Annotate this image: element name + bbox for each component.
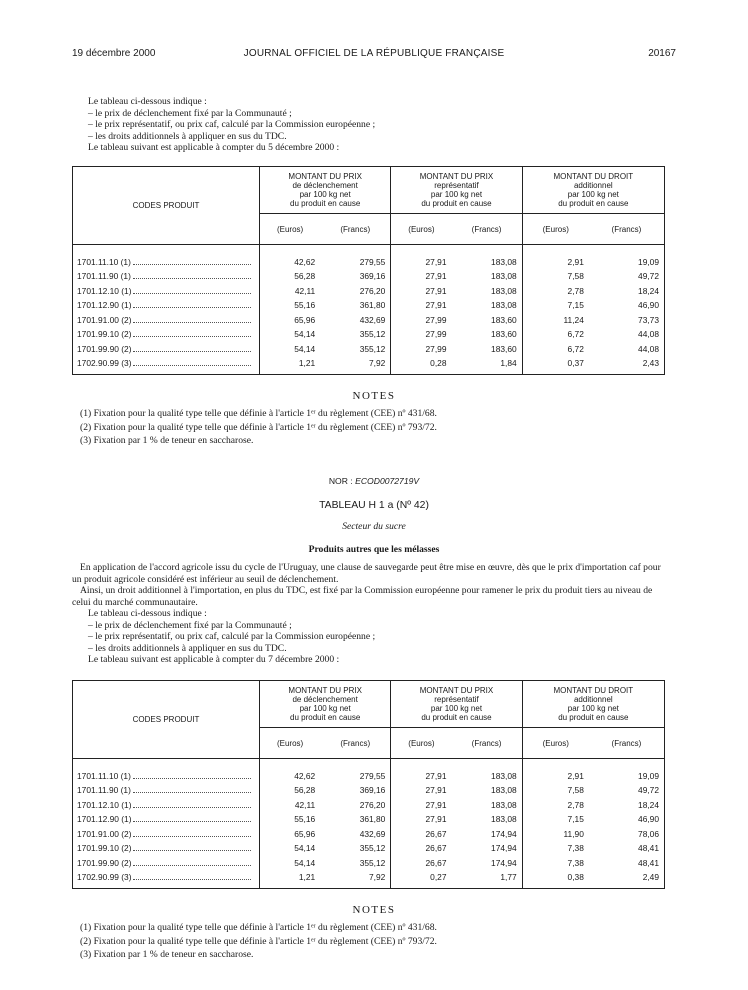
value-cell: 183,60 bbox=[451, 313, 522, 328]
value-cell: 183,08 bbox=[451, 784, 522, 799]
notes-block-1 bbox=[80, 408, 680, 447]
dot-leader bbox=[133, 258, 251, 265]
intro-line: – le prix de déclenchement fixé par la Communauté ; bbox=[88, 619, 292, 631]
intro-line: – le prix de déclenchement fixé par la Communauté ; bbox=[88, 107, 292, 119]
note-line: (1) Fixation pour la qualité type telle que définie à l'article 1ᵉʳ du règlement (CEE) nº 431/68. bbox=[80, 922, 437, 933]
group-header-line: MONTANT DU PRIX bbox=[419, 172, 494, 181]
nor-label: NOR : bbox=[328, 476, 353, 486]
table-row bbox=[73, 270, 665, 285]
unit-header: (Euros) bbox=[522, 214, 589, 245]
value-cell: 18,24 bbox=[638, 285, 659, 296]
dot-leader bbox=[133, 844, 251, 851]
value-cell: 2,43 bbox=[642, 358, 659, 369]
value-cell: 174,94 bbox=[451, 827, 522, 842]
group-header-line: MONTANT DU DROIT bbox=[553, 172, 634, 181]
product-code bbox=[73, 856, 260, 871]
value-cell: 55,16 bbox=[294, 300, 316, 311]
product-code bbox=[73, 798, 260, 813]
value-cell: 279,55 bbox=[320, 759, 391, 784]
value-cell: 1,21 bbox=[298, 872, 316, 883]
codes-header: CODES PRODUIT bbox=[73, 167, 260, 245]
value-cell: 174,94 bbox=[451, 842, 522, 857]
product-code-label: 1701.12.90 (1) bbox=[77, 300, 132, 311]
group-header-representatif bbox=[391, 167, 522, 214]
value-cell: 65,96 bbox=[294, 828, 316, 839]
product-code bbox=[73, 245, 260, 270]
group-header-line: par 100 kg net bbox=[567, 704, 619, 713]
page-number: 20167 bbox=[648, 48, 676, 59]
note-line: (3) Fixation par 1 % de teneur en saccharose. bbox=[80, 435, 254, 447]
product-code-label: 1701.91.00 (2) bbox=[77, 828, 132, 839]
group-header-line: du produit en cause bbox=[421, 713, 492, 722]
value-cell: 49,72 bbox=[638, 271, 659, 282]
value-cell: 27,91 bbox=[425, 271, 447, 282]
dot-leader bbox=[133, 801, 251, 808]
table-row bbox=[73, 357, 665, 375]
product-code-label: 1701.99.10 (2) bbox=[77, 843, 132, 854]
value-cell: 27,91 bbox=[425, 814, 447, 825]
value-cell: 27,91 bbox=[425, 785, 447, 796]
value-cell: 355,12 bbox=[320, 856, 391, 871]
product-code bbox=[73, 328, 260, 343]
group-header-droit bbox=[522, 167, 664, 214]
value-cell: 11,24 bbox=[563, 314, 584, 325]
intro-line: – les droits additionnels à appliquer en sus du TDC. bbox=[88, 642, 287, 654]
value-cell: 54,14 bbox=[294, 857, 316, 868]
dot-leader bbox=[133, 316, 251, 323]
value-cell: 276,20 bbox=[320, 798, 391, 813]
value-cell: 174,94 bbox=[451, 856, 522, 871]
dot-leader bbox=[133, 772, 251, 779]
value-cell: 7,92 bbox=[320, 357, 391, 375]
value-cell: 1,21 bbox=[298, 358, 316, 369]
product-code bbox=[73, 299, 260, 314]
notes-title: NOTES bbox=[352, 904, 396, 916]
product-code bbox=[73, 270, 260, 285]
product-code-label: 1701.11.90 (1) bbox=[77, 271, 131, 282]
note-line: (2) Fixation pour la qualité type telle que définie à l'article 1ᵉʳ du règlement (CEE) nº 793/72. bbox=[80, 935, 437, 947]
value-cell: 7,58 bbox=[567, 271, 584, 282]
value-cell: 7,38 bbox=[567, 857, 584, 868]
value-cell: 56,28 bbox=[294, 785, 316, 796]
value-cell: 46,90 bbox=[638, 814, 659, 825]
value-cell: 27,91 bbox=[425, 285, 447, 296]
value-cell: 7,15 bbox=[567, 300, 584, 311]
group-header-line: du produit en cause bbox=[558, 713, 629, 722]
dot-leader bbox=[133, 301, 251, 308]
notes-title: NOTES bbox=[352, 390, 396, 402]
value-cell: 44,08 bbox=[638, 343, 659, 354]
group-header-line: MONTANT DU DROIT bbox=[553, 686, 634, 695]
product-code-label: 1701.12.10 (1) bbox=[77, 285, 132, 296]
unit-header: (Euros) bbox=[260, 214, 321, 245]
value-cell: 183,08 bbox=[451, 299, 522, 314]
product-code-label: 1701.12.10 (1) bbox=[77, 799, 132, 810]
table-row bbox=[73, 813, 665, 828]
value-cell: 183,08 bbox=[451, 270, 522, 285]
value-cell: 54,14 bbox=[294, 329, 316, 340]
product-code bbox=[73, 342, 260, 357]
value-cell: 42,62 bbox=[294, 256, 316, 267]
table-body bbox=[73, 245, 665, 375]
value-cell: 361,80 bbox=[320, 813, 391, 828]
value-cell: 183,08 bbox=[451, 284, 522, 299]
value-cell: 19,09 bbox=[638, 770, 659, 781]
value-cell: 0,37 bbox=[567, 358, 584, 369]
product-code bbox=[73, 827, 260, 842]
value-cell: 276,20 bbox=[320, 284, 391, 299]
value-cell: 26,67 bbox=[425, 843, 447, 854]
value-cell: 54,14 bbox=[294, 343, 316, 354]
group-header-line: par 100 kg net bbox=[430, 704, 483, 713]
product-code-label: 1701.99.90 (2) bbox=[77, 857, 132, 868]
value-cell: 27,91 bbox=[425, 799, 447, 810]
value-cell: 42,11 bbox=[294, 799, 316, 810]
group-header-line: de déclenchement bbox=[292, 181, 358, 190]
product-code bbox=[73, 784, 260, 799]
value-cell: 48,41 bbox=[638, 857, 659, 868]
value-cell: 73,73 bbox=[638, 314, 659, 325]
unit-header: (Francs) bbox=[589, 214, 665, 245]
value-cell: 78,06 bbox=[638, 828, 659, 839]
product-code-label: 1701.11.10 (1) bbox=[77, 256, 131, 267]
note-line: (3) Fixation par 1 % de teneur en saccharose. bbox=[80, 949, 254, 961]
intro-line: Le tableau ci-dessous indique : bbox=[88, 608, 207, 619]
unit-header: (Euros) bbox=[391, 214, 452, 245]
value-cell: 355,12 bbox=[320, 328, 391, 343]
value-cell: 2,91 bbox=[567, 256, 584, 267]
table-row bbox=[73, 759, 665, 784]
dot-leader bbox=[133, 830, 251, 837]
note-line: (1) Fixation pour la qualité type telle que définie à l'article 1ᵉʳ du règlement (CEE) nº 431/68. bbox=[80, 408, 437, 419]
value-cell: 54,14 bbox=[294, 843, 316, 854]
nor-code: ECOD0072719V bbox=[355, 476, 420, 486]
table-row bbox=[73, 784, 665, 799]
value-cell: 0,38 bbox=[567, 872, 584, 883]
value-cell: 27,99 bbox=[425, 314, 447, 325]
value-cell: 183,08 bbox=[451, 813, 522, 828]
unit-header: (Francs) bbox=[589, 728, 665, 759]
paragraph: En application de l'accord agricole issu du cycle de l'Uruguay, une clause de sauvegarde peut être mise en œuvre, dès que le prix d'importation caf pour un produit agricole considéré est inférieur au seuil de déclenchement. bbox=[72, 562, 661, 585]
value-cell: 44,08 bbox=[638, 329, 659, 340]
product-code bbox=[73, 313, 260, 328]
unit-header: (Francs) bbox=[451, 728, 522, 759]
dot-leader bbox=[133, 330, 251, 337]
product-code bbox=[73, 357, 260, 375]
value-cell: 27,99 bbox=[425, 329, 447, 340]
value-cell: 49,72 bbox=[638, 785, 659, 796]
product-code-label: 1702.90.99 (3) bbox=[77, 358, 132, 369]
codes-header: CODES PRODUIT bbox=[73, 681, 260, 759]
group-header-declenchement bbox=[260, 681, 391, 728]
value-cell: 279,55 bbox=[320, 245, 391, 270]
produits-heading: Produits autres que les mélasses bbox=[308, 544, 440, 555]
group-header-line: du produit en cause bbox=[290, 199, 361, 208]
value-cell: 432,69 bbox=[320, 313, 391, 328]
value-cell: 42,11 bbox=[294, 285, 316, 296]
value-cell: 183,08 bbox=[451, 759, 522, 784]
value-cell: 2,78 bbox=[567, 285, 584, 296]
table-row bbox=[73, 871, 665, 889]
product-code bbox=[73, 871, 260, 889]
unit-header: (Euros) bbox=[522, 728, 589, 759]
product-code bbox=[73, 842, 260, 857]
table-body bbox=[73, 759, 665, 889]
group-header-line: par 100 kg net bbox=[299, 190, 351, 199]
product-code-label: 1701.11.90 (1) bbox=[77, 785, 131, 796]
value-cell: 26,67 bbox=[425, 857, 447, 868]
dot-leader bbox=[133, 272, 251, 279]
unit-header: (Euros) bbox=[391, 728, 452, 759]
group-header-line: du produit en cause bbox=[421, 199, 492, 208]
value-cell: 6,72 bbox=[567, 343, 584, 354]
table-prices-2 bbox=[72, 680, 665, 889]
group-header-representatif bbox=[391, 681, 522, 728]
product-code-label: 1701.12.90 (1) bbox=[77, 814, 132, 825]
value-cell: 42,62 bbox=[294, 770, 316, 781]
group-header-declenchement bbox=[260, 167, 391, 214]
dot-leader bbox=[133, 786, 251, 793]
product-code-label: 1701.99.90 (2) bbox=[77, 343, 132, 354]
group-header-line: MONTANT DU PRIX bbox=[419, 686, 494, 695]
dot-leader bbox=[133, 873, 251, 880]
value-cell: 11,90 bbox=[563, 828, 584, 839]
note-line: (2) Fixation pour la qualité type telle que définie à l'article 1ᵉʳ du règlement (CEE) nº 793/72. bbox=[80, 421, 437, 433]
table-row bbox=[73, 299, 665, 314]
value-cell: 432,69 bbox=[320, 827, 391, 842]
value-cell: 6,72 bbox=[567, 329, 584, 340]
value-cell: 183,08 bbox=[451, 245, 522, 270]
value-cell: 2,78 bbox=[567, 799, 584, 810]
value-cell: 183,60 bbox=[451, 342, 522, 357]
value-cell: 1,84 bbox=[451, 357, 522, 375]
intro-block-2 bbox=[80, 608, 680, 666]
value-cell: 355,12 bbox=[320, 842, 391, 857]
product-code-label: 1701.11.10 (1) bbox=[77, 770, 131, 781]
intro-line: – les droits additionnels à appliquer en sus du TDC. bbox=[88, 130, 287, 142]
value-cell: 355,12 bbox=[320, 342, 391, 357]
value-cell: 48,41 bbox=[638, 843, 659, 854]
group-header-line: additionnel bbox=[573, 181, 613, 190]
group-header-line: par 100 kg net bbox=[430, 190, 483, 199]
dot-leader bbox=[133, 345, 251, 352]
table-row bbox=[73, 328, 665, 343]
table-prices-1 bbox=[72, 166, 665, 375]
value-cell: 7,92 bbox=[320, 871, 391, 889]
product-code-label: 1702.90.99 (3) bbox=[77, 872, 132, 883]
value-cell: 183,08 bbox=[451, 798, 522, 813]
value-cell: 27,91 bbox=[425, 770, 447, 781]
value-cell: 27,91 bbox=[425, 256, 447, 267]
value-cell: 55,16 bbox=[294, 814, 316, 825]
intro-line: Le tableau ci-dessous indique : bbox=[88, 96, 207, 107]
unit-header: (Euros) bbox=[260, 728, 321, 759]
group-header-line: du produit en cause bbox=[290, 713, 361, 722]
paragraph: Ainsi, un droit additionnel à l'importation, en plus du TDC, est fixé par la Commission européenne pour ramener le prix du produit tiers au niveau de celui du marché communautaire. bbox=[72, 585, 653, 608]
group-header-droit bbox=[522, 681, 664, 728]
table-row bbox=[73, 827, 665, 842]
value-cell: 7,58 bbox=[567, 785, 584, 796]
table-row bbox=[73, 842, 665, 857]
dot-leader bbox=[133, 859, 251, 866]
table-row bbox=[73, 856, 665, 871]
product-code bbox=[73, 813, 260, 828]
notes-block-2 bbox=[80, 922, 680, 961]
intro-line: – le prix représentatif, ou prix caf, calculé par la Commission européenne ; bbox=[88, 631, 376, 643]
dot-leader bbox=[133, 815, 251, 822]
value-cell: 18,24 bbox=[638, 799, 659, 810]
value-cell: 2,91 bbox=[567, 770, 584, 781]
value-cell: 0,28 bbox=[430, 358, 447, 369]
value-cell: 0,27 bbox=[430, 872, 447, 883]
journal-title: JOURNAL OFFICIEL DE LA RÉPUBLIQUE FRANÇAISE bbox=[243, 48, 505, 59]
product-code bbox=[73, 284, 260, 299]
intro-line: Le tableau suivant est applicable à compter du 5 décembre 2000 : bbox=[88, 142, 340, 154]
intro-block-1 bbox=[80, 96, 680, 154]
intro-line: – le prix représentatif, ou prix caf, calculé par la Commission européenne ; bbox=[88, 119, 376, 131]
value-cell: 7,38 bbox=[567, 843, 584, 854]
tableau-title: TABLEAU H 1 a (Nº 42) bbox=[319, 500, 429, 511]
table-row bbox=[73, 245, 665, 270]
value-cell: 46,90 bbox=[638, 300, 659, 311]
value-cell: 369,16 bbox=[320, 270, 391, 285]
table-row bbox=[73, 313, 665, 328]
unit-header: (Francs) bbox=[320, 214, 391, 245]
group-header-line: représentatif bbox=[434, 695, 479, 704]
table-row bbox=[73, 284, 665, 299]
value-cell: 361,80 bbox=[320, 299, 391, 314]
group-header-line: MONTANT DU PRIX bbox=[288, 686, 362, 695]
value-cell: 2,49 bbox=[642, 872, 659, 883]
group-header-line: de déclenchement bbox=[292, 695, 358, 704]
product-code-label: 1701.99.10 (2) bbox=[77, 329, 132, 340]
value-cell: 369,16 bbox=[320, 784, 391, 799]
value-cell: 56,28 bbox=[294, 271, 316, 282]
value-cell: 1,77 bbox=[451, 871, 522, 889]
body-paragraph bbox=[72, 562, 666, 608]
value-cell: 183,60 bbox=[451, 328, 522, 343]
value-cell: 65,96 bbox=[294, 314, 316, 325]
dot-leader bbox=[133, 287, 251, 294]
group-header-line: par 100 kg net bbox=[567, 190, 619, 199]
unit-header: (Francs) bbox=[451, 214, 522, 245]
group-header-line: MONTANT DU PRIX bbox=[288, 172, 362, 181]
secteur-subtitle: Secteur du sucre bbox=[342, 521, 406, 532]
unit-header: (Francs) bbox=[320, 728, 391, 759]
table-row bbox=[73, 798, 665, 813]
header-date: 19 décembre 2000 bbox=[72, 48, 156, 59]
dot-leader bbox=[133, 359, 251, 366]
value-cell: 27,91 bbox=[425, 300, 447, 311]
group-header-line: par 100 kg net bbox=[299, 704, 351, 713]
table-row bbox=[73, 342, 665, 357]
group-header-line: représentatif bbox=[434, 181, 479, 190]
intro-line: Le tableau suivant est applicable à compter du 7 décembre 2000 : bbox=[88, 654, 340, 666]
value-cell: 27,99 bbox=[425, 343, 447, 354]
value-cell: 7,15 bbox=[567, 814, 584, 825]
value-cell: 26,67 bbox=[425, 828, 447, 839]
group-header-line: du produit en cause bbox=[558, 199, 629, 208]
value-cell: 19,09 bbox=[638, 256, 659, 267]
group-header-line: additionnel bbox=[573, 695, 613, 704]
nor-reference bbox=[0, 476, 748, 486]
product-code-label: 1701.91.00 (2) bbox=[77, 314, 132, 325]
product-code bbox=[73, 759, 260, 784]
